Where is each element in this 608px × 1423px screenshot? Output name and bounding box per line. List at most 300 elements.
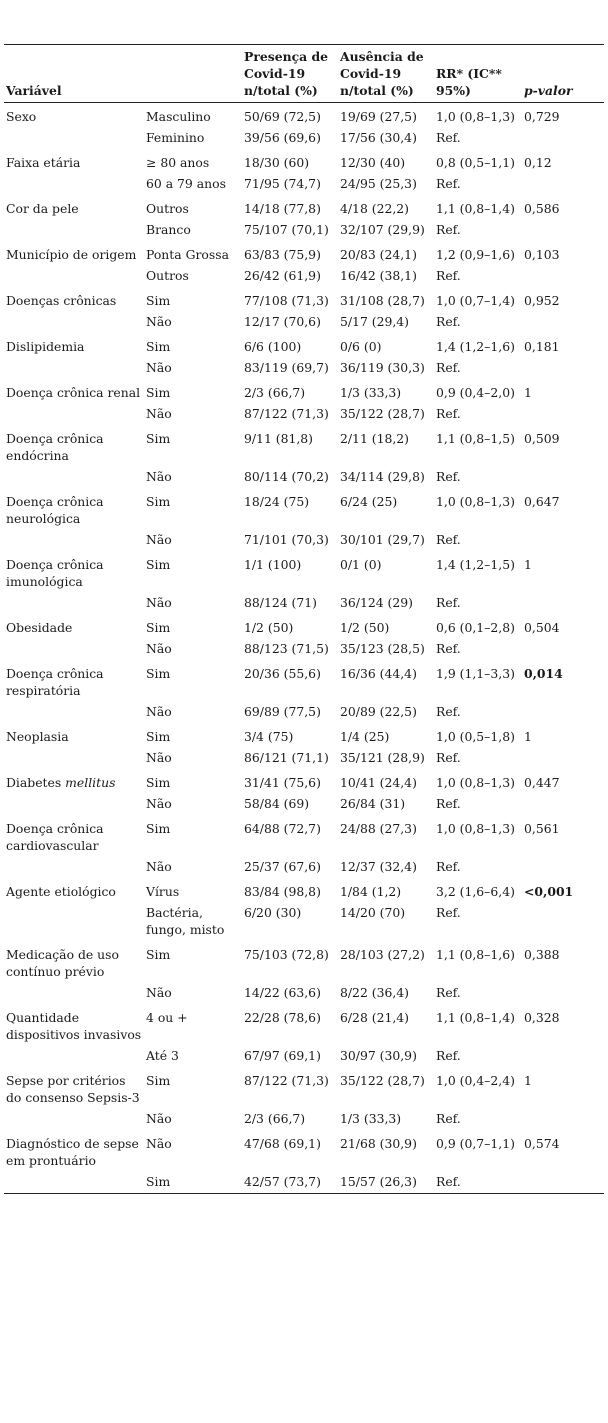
cell-variable — [4, 794, 144, 815]
variable-label: Diagnóstico de sepse em prontuário — [6, 1136, 139, 1168]
cell-variable — [4, 769, 144, 794]
cell-p-value — [522, 530, 604, 551]
table-row — [4, 404, 604, 425]
cell-rr: Ref. — [436, 859, 461, 874]
variable-label-italic: mellitus — [65, 775, 116, 790]
cell-category: Sim — [146, 1174, 171, 1189]
cell-presence: 26/42 (61,9) — [244, 268, 321, 283]
cell-rr: 1,0 (0,8–1,3) — [436, 494, 515, 509]
variable-label: Diabetes — [6, 775, 66, 790]
cell-p-value: 1 — [524, 385, 532, 400]
cell-p-value — [522, 174, 604, 195]
cell-variable — [4, 404, 144, 425]
header-rr: RR* (IC** 95%) — [436, 66, 502, 98]
cell-category: Sim — [146, 431, 171, 446]
cell-p-value: 0,447 — [524, 775, 560, 790]
table-row — [4, 723, 604, 748]
cell-variable — [4, 312, 144, 333]
cell-p-value — [522, 358, 604, 379]
results-table — [4, 44, 604, 1194]
cell-absence: 24/88 (27,3) — [340, 821, 417, 836]
table-row — [4, 1172, 604, 1194]
cell-variable — [4, 467, 144, 488]
table-header — [4, 45, 604, 103]
cell-variable — [4, 379, 144, 404]
cell-presence: 58/84 (69) — [244, 796, 310, 811]
cell-rr: Ref. — [436, 532, 461, 547]
cell-absence: 34/114 (29,8) — [340, 469, 425, 484]
cell-rr: Ref. — [436, 268, 461, 283]
table-row — [4, 128, 604, 149]
cell-p-value — [522, 794, 604, 815]
cell-rr: Ref. — [436, 176, 461, 191]
table-row — [4, 174, 604, 195]
cell-absence: 28/103 (27,2) — [340, 947, 425, 962]
cell-rr: 0,8 (0,5–1,1) — [436, 155, 515, 170]
cell-variable — [4, 425, 144, 467]
cell-category: Sim — [146, 385, 171, 400]
cell-category: Sim — [146, 947, 171, 962]
cell-variable — [4, 530, 144, 551]
cell-category: Não — [146, 1136, 172, 1151]
cell-p-value: 0,647 — [524, 494, 560, 509]
cell-rr: 1,4 (1,2–1,5) — [436, 557, 515, 572]
cell-absence: 15/57 (26,3) — [340, 1174, 417, 1189]
cell-category: Outros — [146, 201, 189, 216]
cell-rr: Ref. — [436, 222, 461, 237]
cell-variable — [4, 857, 144, 878]
cell-variable — [4, 1172, 144, 1194]
table-row — [4, 103, 604, 129]
cell-category: Não — [146, 406, 172, 421]
cell-absence: 8/22 (36,4) — [340, 985, 410, 1000]
table-row — [4, 358, 604, 379]
cell-absence: 6/24 (25) — [340, 494, 398, 509]
header-category — [144, 45, 242, 103]
cell-presence: 87/122 (71,3) — [244, 406, 329, 421]
cell-absence: 32/107 (29,9) — [340, 222, 425, 237]
cell-presence: 9/11 (81,8) — [244, 431, 314, 446]
table-row — [4, 941, 604, 983]
cell-rr: Ref. — [436, 469, 461, 484]
cell-category: Não — [146, 859, 172, 874]
cell-p-value: 0,388 — [524, 947, 560, 962]
cell-p-value — [522, 702, 604, 723]
cell-variable — [4, 1046, 144, 1067]
cell-variable — [4, 488, 144, 530]
cell-p-value: 0,181 — [524, 339, 560, 354]
cell-presence: 71/101 (70,3) — [244, 532, 329, 547]
variable-label: Doença crônica neurológica — [6, 494, 104, 526]
table-body — [4, 103, 604, 1194]
cell-absence: 17/56 (30,4) — [340, 130, 417, 145]
cell-p-value: 0,509 — [524, 431, 560, 446]
table-row — [4, 748, 604, 769]
cell-presence: 69/89 (77,5) — [244, 704, 321, 719]
cell-absence: 12/30 (40) — [340, 155, 406, 170]
cell-rr: 1,0 (0,7–1,4) — [436, 293, 515, 308]
cell-absence: 26/84 (31) — [340, 796, 406, 811]
cell-variable — [4, 941, 144, 983]
table-row — [4, 1109, 604, 1130]
cell-category: Sim — [146, 620, 171, 635]
cell-variable — [4, 220, 144, 241]
cell-p-value: 0,561 — [524, 821, 560, 836]
cell-variable — [4, 983, 144, 1004]
cell-presence: 86/121 (71,1) — [244, 750, 329, 765]
cell-category: Não — [146, 469, 172, 484]
cell-absence: 16/36 (44,4) — [340, 666, 417, 681]
cell-p-value — [522, 857, 604, 878]
cell-rr: 1,0 (0,8–1,3) — [436, 821, 515, 836]
cell-rr: 1,1 (0,8–1,4) — [436, 1010, 515, 1025]
cell-absence: 35/121 (28,9) — [340, 750, 425, 765]
cell-p-value: 1 — [524, 557, 532, 572]
cell-variable — [4, 614, 144, 639]
cell-category: Não — [146, 750, 172, 765]
table-row — [4, 769, 604, 794]
cell-category: Vírus — [146, 884, 180, 899]
cell-variable — [4, 103, 144, 129]
header-variable: Variável — [6, 83, 62, 98]
cell-absence: 16/42 (38,1) — [340, 268, 417, 283]
variable-label: Doença crônica imunológica — [6, 557, 104, 589]
table-row — [4, 551, 604, 593]
variable-label: Agente etiológico — [6, 884, 116, 899]
cell-variable — [4, 1004, 144, 1046]
cell-presence: 1/2 (50) — [244, 620, 294, 635]
cell-p-value: 0,574 — [524, 1136, 560, 1151]
cell-absence: 36/124 (29) — [340, 595, 413, 610]
cell-absence: 12/37 (32,4) — [340, 859, 417, 874]
cell-presence: 39/56 (69,6) — [244, 130, 321, 145]
cell-p-value — [522, 1172, 604, 1194]
cell-presence: 71/95 (74,7) — [244, 176, 321, 191]
variable-label: Doença crônica respiratória — [6, 666, 104, 698]
cell-category: ≥ 80 anos — [146, 155, 210, 170]
cell-presence: 18/24 (75) — [244, 494, 310, 509]
cell-presence: 83/84 (98,8) — [244, 884, 321, 899]
cell-presence: 14/18 (77,8) — [244, 201, 321, 216]
cell-rr: Ref. — [436, 360, 461, 375]
cell-p-value — [522, 748, 604, 769]
variable-label: Sepse por critérios do consenso Sepsis-3 — [6, 1073, 140, 1105]
cell-presence: 20/36 (55,6) — [244, 666, 321, 681]
cell-rr: 3,2 (1,6–6,4) — [436, 884, 515, 899]
cell-p-value — [522, 1046, 604, 1067]
variable-label: Faixa etária — [6, 155, 81, 170]
cell-absence: 24/95 (25,3) — [340, 176, 417, 191]
cell-p-value — [522, 1109, 604, 1130]
cell-category: Sim — [146, 666, 171, 681]
cell-rr: 1,9 (1,1–3,3) — [436, 666, 515, 681]
cell-rr: Ref. — [436, 905, 461, 920]
table-row — [4, 702, 604, 723]
cell-presence: 50/69 (72,5) — [244, 109, 321, 124]
cell-absence: 35/122 (28,7) — [340, 406, 425, 421]
cell-rr: 1,1 (0,8–1,6) — [436, 947, 515, 962]
table-row — [4, 266, 604, 287]
variable-label: Doenças crônicas — [6, 293, 117, 308]
table-row — [4, 815, 604, 857]
table-row — [4, 379, 604, 404]
cell-rr: 1,4 (1,2–1,6) — [436, 339, 515, 354]
cell-category: Sim — [146, 557, 171, 572]
cell-absence: 1/3 (33,3) — [340, 385, 402, 400]
table-row — [4, 149, 604, 174]
cell-variable — [4, 723, 144, 748]
table-row — [4, 593, 604, 614]
cell-rr: 0,9 (0,7–1,1) — [436, 1136, 515, 1151]
cell-category: Sim — [146, 821, 171, 836]
cell-rr: Ref. — [436, 1111, 461, 1126]
table-row — [4, 467, 604, 488]
cell-variable — [4, 241, 144, 266]
cell-category: Sim — [146, 1073, 171, 1088]
cell-variable — [4, 195, 144, 220]
cell-p-value: 1 — [524, 1073, 532, 1088]
cell-category: Não — [146, 796, 172, 811]
table-row — [4, 903, 604, 941]
cell-variable — [4, 128, 144, 149]
cell-variable — [4, 266, 144, 287]
cell-presence: 47/68 (69,1) — [244, 1136, 321, 1151]
cell-presence: 87/122 (71,3) — [244, 1073, 329, 1088]
cell-p-value — [522, 593, 604, 614]
cell-absence: 1/84 (1,2) — [340, 884, 402, 899]
cell-rr: Ref. — [436, 985, 461, 1000]
table-row — [4, 488, 604, 530]
cell-variable — [4, 1109, 144, 1130]
cell-presence: 12/17 (70,6) — [244, 314, 321, 329]
cell-presence: 2/3 (66,7) — [244, 385, 306, 400]
cell-presence: 83/119 (69,7) — [244, 360, 329, 375]
variable-label: Doença crônica cardiovascular — [6, 821, 104, 853]
cell-presence: 6/20 (30) — [244, 905, 302, 920]
cell-variable — [4, 815, 144, 857]
cell-variable — [4, 333, 144, 358]
table-row — [4, 639, 604, 660]
table-row — [4, 220, 604, 241]
cell-variable — [4, 639, 144, 660]
cell-category: Não — [146, 1111, 172, 1126]
cell-presence: 22/28 (78,6) — [244, 1010, 321, 1025]
variable-label: Município de origem — [6, 247, 137, 262]
cell-absence: 35/123 (28,5) — [340, 641, 425, 656]
table-row — [4, 241, 604, 266]
cell-category: Sim — [146, 775, 171, 790]
table-row — [4, 1067, 604, 1109]
cell-variable — [4, 702, 144, 723]
cell-p-value: <0,001 — [524, 884, 574, 899]
cell-variable — [4, 903, 144, 941]
cell-absence: 31/108 (28,7) — [340, 293, 425, 308]
cell-rr: Ref. — [436, 130, 461, 145]
variable-label: Neoplasia — [6, 729, 69, 744]
cell-absence: 1/4 (25) — [340, 729, 390, 744]
cell-rr: 1,0 (0,4–2,4) — [436, 1073, 515, 1088]
table-row — [4, 287, 604, 312]
cell-rr: Ref. — [436, 1048, 461, 1063]
cell-presence: 42/57 (73,7) — [244, 1174, 321, 1189]
cell-presence: 75/103 (72,8) — [244, 947, 329, 962]
table-row — [4, 794, 604, 815]
cell-variable — [4, 287, 144, 312]
table-row — [4, 1046, 604, 1067]
table-row — [4, 530, 604, 551]
cell-absence: 30/101 (29,7) — [340, 532, 425, 547]
table-row — [4, 425, 604, 467]
cell-variable — [4, 174, 144, 195]
header-absence: Ausência de Covid-19 n/total (%) — [340, 49, 424, 98]
cell-absence: 2/11 (18,2) — [340, 431, 410, 446]
cell-absence: 0/6 (0) — [340, 339, 382, 354]
cell-rr: 1,0 (0,8–1,3) — [436, 109, 515, 124]
cell-category: Branco — [146, 222, 191, 237]
table-row — [4, 312, 604, 333]
cell-variable — [4, 593, 144, 614]
cell-rr: 1,0 (0,5–1,8) — [436, 729, 515, 744]
cell-category: Sim — [146, 339, 171, 354]
cell-rr: 1,1 (0,8–1,5) — [436, 431, 515, 446]
cell-p-value — [522, 220, 604, 241]
cell-presence: 75/107 (70,1) — [244, 222, 329, 237]
cell-absence: 20/83 (24,1) — [340, 247, 417, 262]
cell-presence: 31/41 (75,6) — [244, 775, 321, 790]
table-row — [4, 660, 604, 702]
cell-p-value — [522, 128, 604, 149]
table-row — [4, 1130, 604, 1172]
cell-rr: Ref. — [436, 750, 461, 765]
cell-variable — [4, 660, 144, 702]
cell-variable — [4, 358, 144, 379]
cell-absence: 19/69 (27,5) — [340, 109, 417, 124]
cell-presence: 18/30 (60) — [244, 155, 310, 170]
cell-absence: 14/20 (70) — [340, 905, 406, 920]
cell-rr: 0,6 (0,1–2,8) — [436, 620, 515, 635]
cell-absence: 20/89 (22,5) — [340, 704, 417, 719]
cell-category: Não — [146, 595, 172, 610]
cell-category: Bactéria, fungo, misto — [146, 905, 225, 937]
cell-p-value — [522, 312, 604, 333]
cell-rr: Ref. — [436, 641, 461, 656]
cell-p-value: 0,952 — [524, 293, 560, 308]
cell-category: Não — [146, 532, 172, 547]
cell-presence: 6/6 (100) — [244, 339, 302, 354]
cell-p-value: 1 — [524, 729, 532, 744]
table-row — [4, 1004, 604, 1046]
cell-variable — [4, 748, 144, 769]
cell-absence: 10/41 (24,4) — [340, 775, 417, 790]
table-row — [4, 878, 604, 903]
cell-p-value: 0,014 — [524, 666, 563, 681]
cell-category: Masculino — [146, 109, 211, 124]
cell-presence: 25/37 (67,6) — [244, 859, 321, 874]
cell-p-value: 0,504 — [524, 620, 560, 635]
cell-p-value — [522, 404, 604, 425]
cell-p-value — [522, 639, 604, 660]
table-row — [4, 333, 604, 358]
cell-category: Não — [146, 314, 172, 329]
variable-label: Quantidade dispositivos invasivos — [6, 1010, 142, 1042]
cell-category: Outros — [146, 268, 189, 283]
cell-absence: 5/17 (29,4) — [340, 314, 410, 329]
cell-variable — [4, 878, 144, 903]
cell-p-value: 0,586 — [524, 201, 560, 216]
cell-absence: 36/119 (30,3) — [340, 360, 425, 375]
cell-presence: 88/123 (71,5) — [244, 641, 329, 656]
cell-presence: 80/114 (70,2) — [244, 469, 329, 484]
cell-category: Até 3 — [146, 1048, 179, 1063]
cell-absence: 6/28 (21,4) — [340, 1010, 410, 1025]
variable-label: Cor da pele — [6, 201, 79, 216]
cell-variable — [4, 1067, 144, 1109]
cell-rr: Ref. — [436, 314, 461, 329]
variable-label: Doença crônica renal — [6, 385, 141, 400]
variable-label: Dislipidemia — [6, 339, 85, 354]
cell-presence: 2/3 (66,7) — [244, 1111, 306, 1126]
cell-absence: 0/1 (0) — [340, 557, 382, 572]
cell-p-value — [522, 983, 604, 1004]
variable-label: Doença crônica endócrina — [6, 431, 104, 463]
cell-absence: 1/3 (33,3) — [340, 1111, 402, 1126]
variable-label: Obesidade — [6, 620, 73, 635]
cell-absence: 21/68 (30,9) — [340, 1136, 417, 1151]
cell-category: Sim — [146, 293, 171, 308]
cell-presence: 67/97 (69,1) — [244, 1048, 321, 1063]
cell-variable — [4, 149, 144, 174]
table-row — [4, 614, 604, 639]
cell-presence: 63/83 (75,9) — [244, 247, 321, 262]
cell-rr: 1,1 (0,8–1,4) — [436, 201, 515, 216]
cell-rr: Ref. — [436, 796, 461, 811]
cell-p-value: 0,12 — [524, 155, 552, 170]
cell-presence: 64/88 (72,7) — [244, 821, 321, 836]
cell-presence: 77/108 (71,3) — [244, 293, 329, 308]
cell-category: Não — [146, 360, 172, 375]
cell-p-value: 0,103 — [524, 247, 560, 262]
cell-rr: 1,0 (0,8–1,3) — [436, 775, 515, 790]
variable-label: Sexo — [6, 109, 37, 124]
cell-category: Feminino — [146, 130, 205, 145]
table-row — [4, 195, 604, 220]
cell-category: Não — [146, 985, 172, 1000]
cell-absence: 1/2 (50) — [340, 620, 390, 635]
cell-presence: 1/1 (100) — [244, 557, 302, 572]
cell-category: Não — [146, 641, 172, 656]
cell-rr: Ref. — [436, 704, 461, 719]
table-row — [4, 983, 604, 1004]
cell-presence: 3/4 (75) — [244, 729, 294, 744]
cell-rr: Ref. — [436, 595, 461, 610]
variable-label: Medicação de uso contínuo prévio — [6, 947, 119, 979]
cell-p-value — [522, 266, 604, 287]
cell-rr: Ref. — [436, 1174, 461, 1189]
header-presence: Presença de Covid-19 n/total (%) — [244, 49, 329, 98]
cell-category: 4 ou + — [146, 1010, 188, 1025]
cell-rr: 0,9 (0,4–2,0) — [436, 385, 515, 400]
cell-category: Sim — [146, 494, 171, 509]
cell-p-value — [522, 467, 604, 488]
cell-presence: 14/22 (63,6) — [244, 985, 321, 1000]
cell-variable — [4, 1130, 144, 1172]
cell-rr: 1,2 (0,9–1,6) — [436, 247, 515, 262]
header-row — [4, 45, 604, 103]
cell-absence: 4/18 (22,2) — [340, 201, 410, 216]
cell-absence: 30/97 (30,9) — [340, 1048, 417, 1063]
header-p-value: p-valor — [524, 83, 573, 98]
cell-absence: 35/122 (28,7) — [340, 1073, 425, 1088]
